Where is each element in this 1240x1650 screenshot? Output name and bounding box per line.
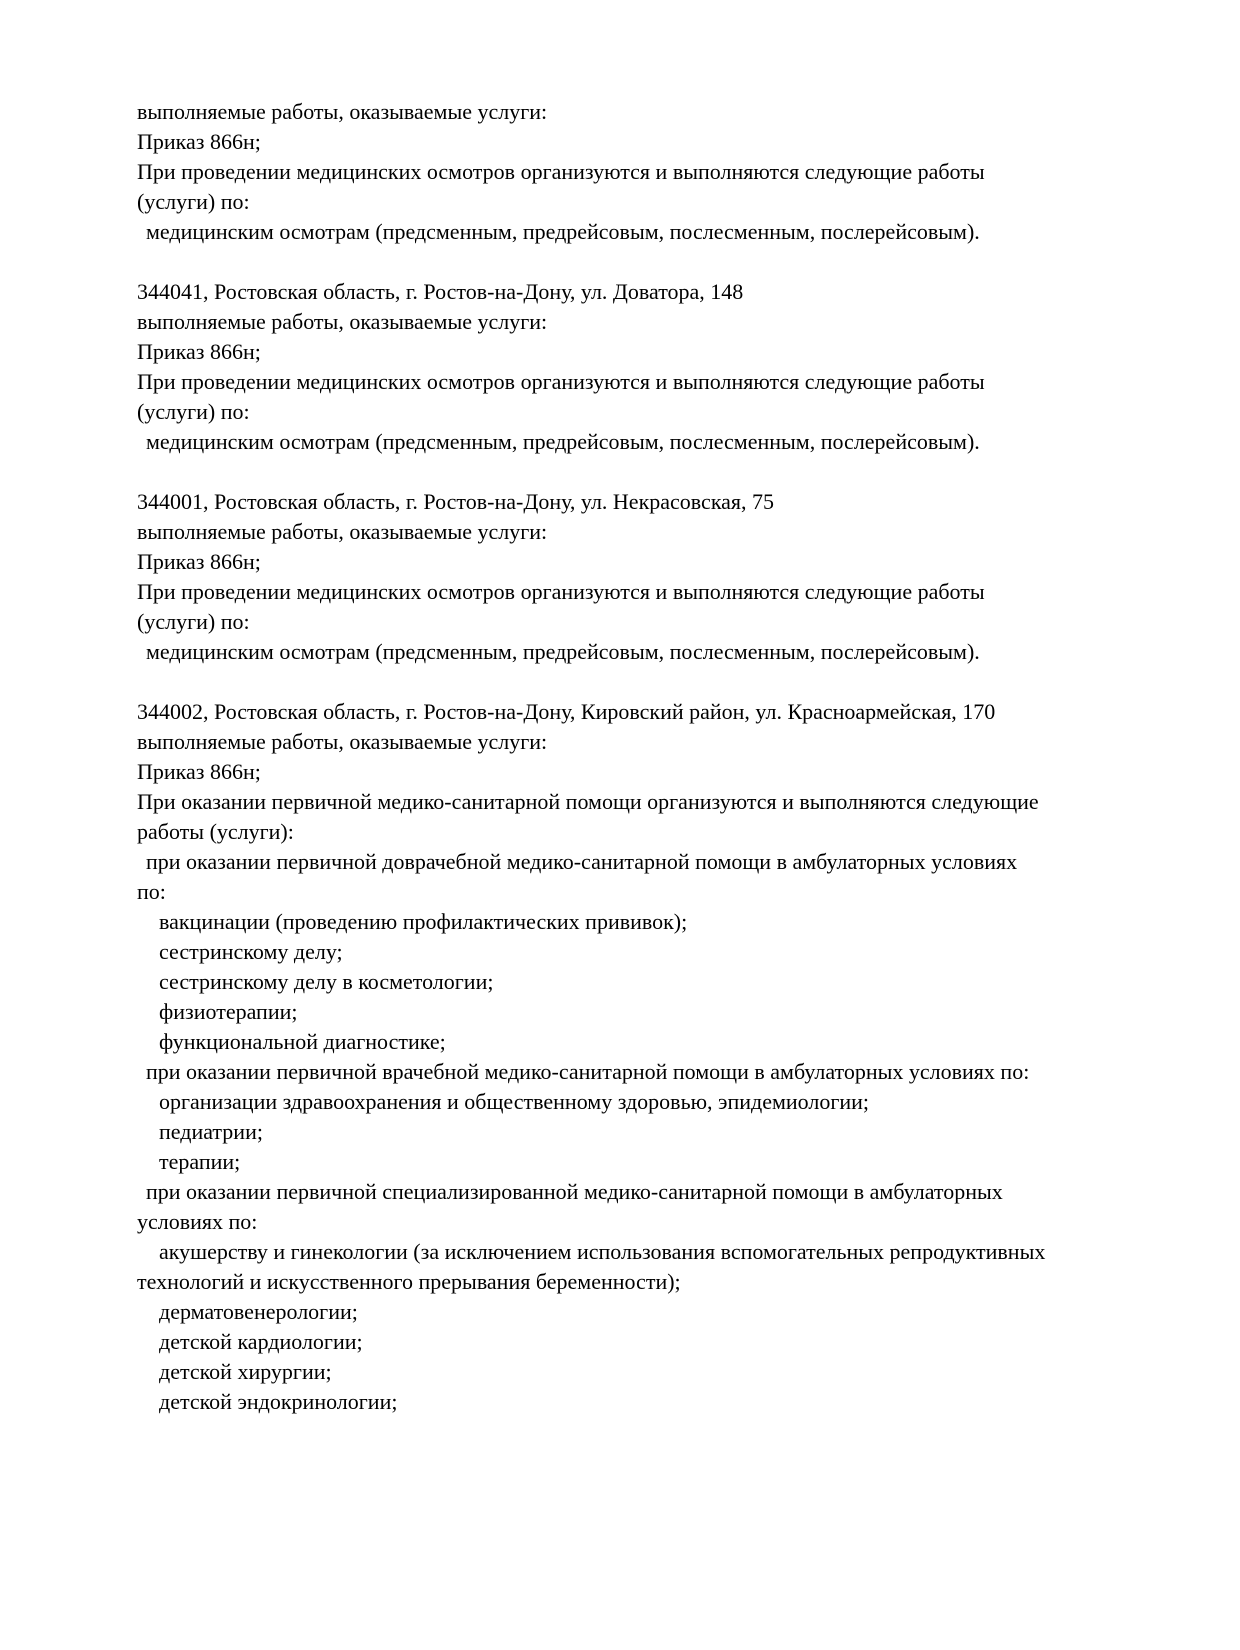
text-line: дерматовенерологии; bbox=[159, 1299, 358, 1324]
text-line: медицинским осмотрам (предсменным, предрейсовым, послесменным, послерейсовым). bbox=[146, 219, 980, 244]
text-line: акушерству и гинекологии (за исключением использования вспомогательных репродуктивных bbox=[159, 1239, 1046, 1264]
text-line: (услуги) по: bbox=[137, 399, 250, 424]
text-line: При проведении медицинских осмотров организуются и выполняются следующие работы bbox=[137, 579, 985, 604]
text-line: технологий и искусственного прерывания беременности); bbox=[137, 1269, 681, 1294]
text-line: сестринскому делу в косметологии; bbox=[159, 969, 494, 994]
text-line: терапии; bbox=[159, 1149, 241, 1174]
text-line: детской хирургии; bbox=[159, 1359, 332, 1384]
text-line: Приказ 866н; bbox=[137, 549, 261, 574]
text-line: выполняемые работы, оказываемые услуги: bbox=[137, 99, 548, 124]
text-line: 344041, Ростовская область, г. Ростов-на-Дону, ул. Доватора, 148 bbox=[137, 279, 744, 304]
text-line: условиях по: bbox=[137, 1209, 258, 1234]
text-line: При оказании первичной медико-санитарной помощи организуются и выполняются следующие bbox=[137, 789, 1039, 814]
text-line: медицинским осмотрам (предсменным, предрейсовым, послесменным, послерейсовым). bbox=[146, 429, 980, 454]
text-line: педиатрии; bbox=[159, 1119, 263, 1144]
text-line: организации здравоохранения и общественному здоровью, эпидемиологии; bbox=[159, 1089, 870, 1114]
text-line: при оказании первичной специализированной медико-санитарной помощи в амбулаторных bbox=[146, 1179, 1003, 1204]
text-line: вакцинации (проведению профилактических прививок); bbox=[159, 909, 688, 934]
blank-line bbox=[137, 457, 1210, 487]
text-line: При проведении медицинских осмотров организуются и выполняются следующие работы bbox=[137, 369, 985, 394]
text-line: При проведении медицинских осмотров организуются и выполняются следующие работы bbox=[137, 159, 985, 184]
text-line: при оказании первичной доврачебной медико-санитарной помощи в амбулаторных условиях bbox=[146, 849, 1018, 874]
text-line: Приказ 866н; bbox=[137, 759, 261, 784]
blank-line bbox=[137, 667, 1210, 697]
text-line: 344002, Ростовская область, г. Ростов-на-Дону, Кировский район, ул. Красноармейская, 170 bbox=[137, 699, 996, 724]
text-line: работы (услуги): bbox=[137, 819, 294, 844]
text-line: по: bbox=[137, 879, 166, 904]
text-line: при оказании первичной врачебной медико-санитарной помощи в амбулаторных условиях по: bbox=[146, 1059, 1030, 1084]
text-line: выполняемые работы, оказываемые услуги: bbox=[137, 519, 548, 544]
blank-line bbox=[137, 247, 1210, 277]
text-line: медицинским осмотрам (предсменным, предрейсовым, послесменным, послерейсовым). bbox=[146, 639, 980, 664]
text-line: детской кардиологии; bbox=[159, 1329, 363, 1354]
text-line: выполняемые работы, оказываемые услуги: bbox=[137, 729, 548, 754]
text-line: Приказ 866н; bbox=[137, 339, 261, 364]
text-line: сестринскому делу; bbox=[159, 939, 343, 964]
text-line: (услуги) по: bbox=[137, 189, 250, 214]
text-line: детской эндокринологии; bbox=[159, 1389, 398, 1414]
text-line: функциональной диагностике; bbox=[159, 1029, 446, 1054]
text-line: (услуги) по: bbox=[137, 609, 250, 634]
text-line: Приказ 866н; bbox=[137, 129, 261, 154]
text-line: 344001, Ростовская область, г. Ростов-на-Дону, ул. Некрасовская, 75 bbox=[137, 489, 775, 514]
text-line: выполняемые работы, оказываемые услуги: bbox=[137, 309, 548, 334]
text-line: физиотерапии; bbox=[159, 999, 298, 1024]
